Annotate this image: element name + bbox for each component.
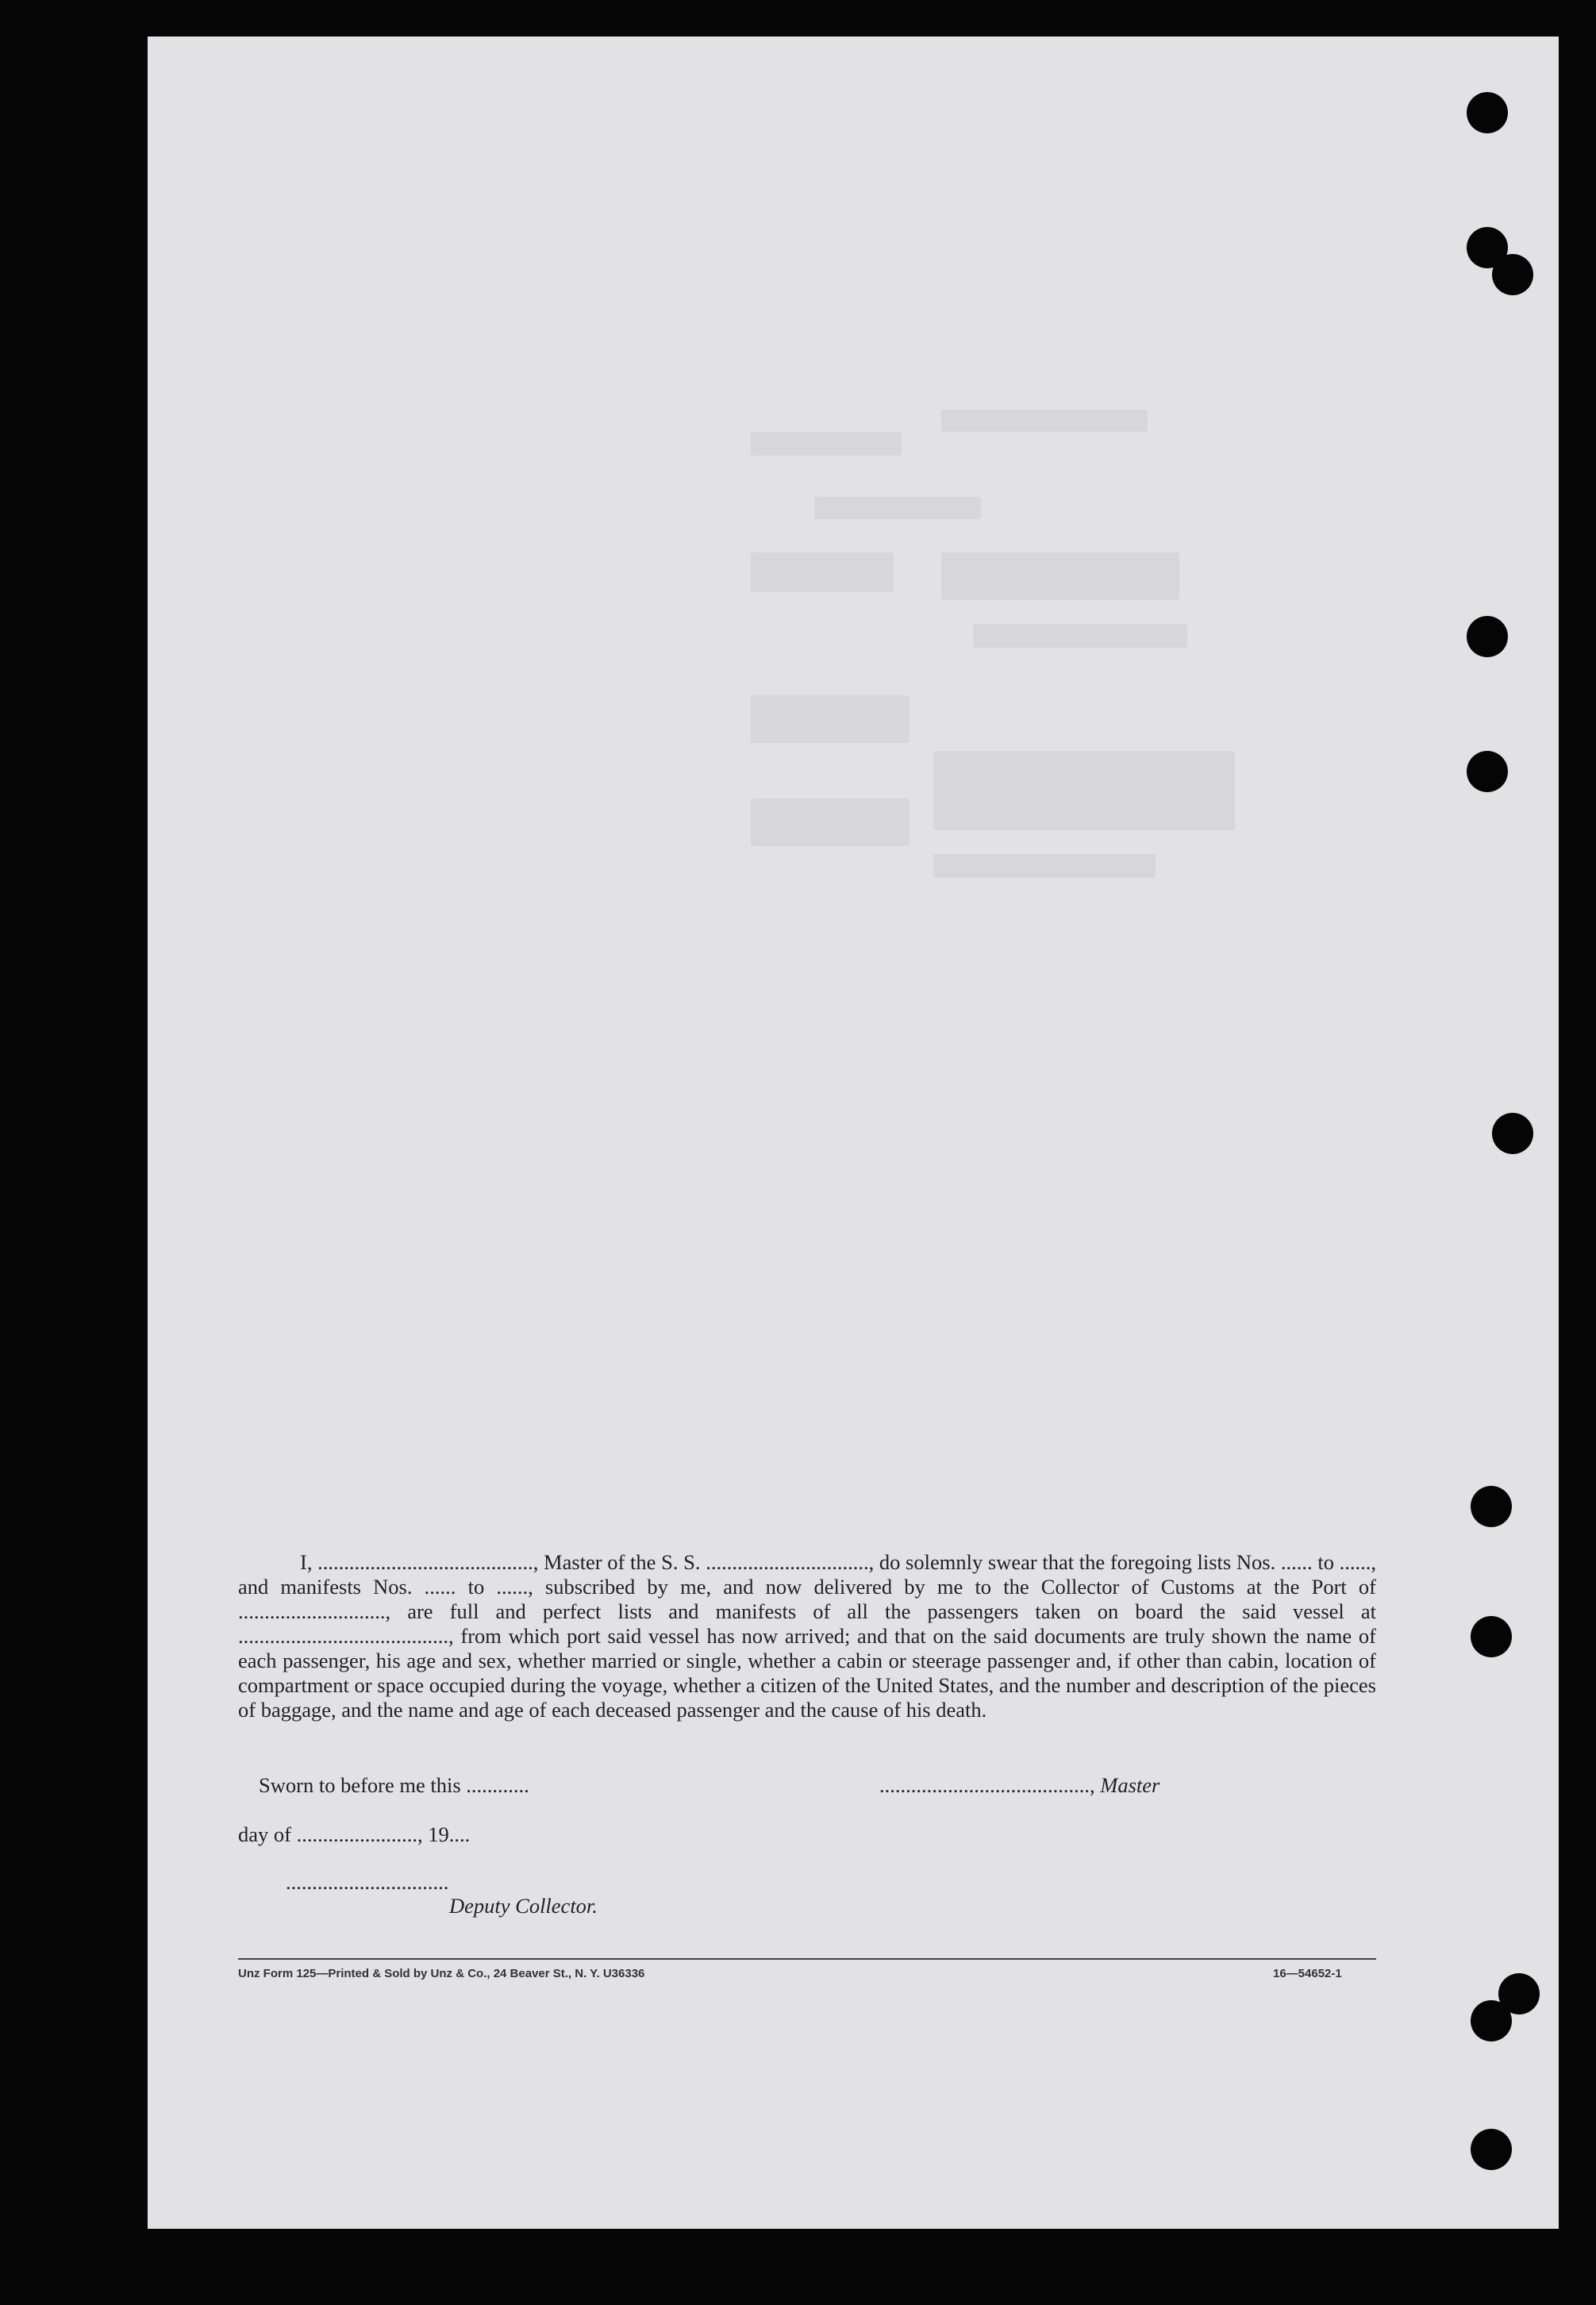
collector-dots: ............................... — [286, 1870, 449, 1894]
binder-hole — [1492, 254, 1533, 295]
footer-imprint: Unz Form 125—Printed & Sold by Unz & Co., 24 Beaver St., N. Y. U36336 — [238, 1967, 645, 1980]
oath-paragraph — [238, 1550, 1376, 1722]
binder-hole — [1467, 616, 1508, 657]
binder-hole — [1467, 751, 1508, 792]
bleed-through-mark — [941, 410, 1148, 432]
bleed-through-mark — [941, 552, 1179, 600]
bleed-through-mark — [751, 798, 910, 846]
deputy-collector-label — [449, 1894, 598, 1918]
footer-divider — [238, 1958, 1376, 1960]
collector-dots-line — [286, 1870, 448, 1895]
sworn-label: Sworn to before me this ............ — [259, 1773, 529, 1797]
day-line — [238, 1822, 470, 1847]
oath-text: I, ........................................., Master of the S. S. ..............................., do solemnly swear that the foregoing lists Nos. ...... to ......, and manifests Nos. ...... to ......, subscribed by me, and now delivered by me to the Collector of Customs at the Port of ............................, are full and perfect lists and manifests of all the passengers taken on board the said vessel at ........................................, from which port said vessel has now arrived; and that on the said documents are truly shown the name of each passenger, his age and sex, whether married or single, whether a cabin or steerage passenger and, if other than cabin, location of compartment or space occupied during the voyage, whether a citizen of the United States, and the number and description of the pieces of baggage, and the name and age of each deceased passenger and the cause of his death. — [238, 1550, 1376, 1722]
collector-label: Deputy Collector. — [449, 1894, 598, 1918]
bleed-through-mark — [933, 854, 1156, 878]
binder-hole — [1492, 1113, 1533, 1154]
binder-hole — [1471, 1616, 1512, 1657]
master-label: Master — [1100, 1773, 1160, 1797]
bleed-through-mark — [933, 751, 1235, 830]
binder-hole — [1471, 2129, 1512, 2170]
binder-hole — [1467, 92, 1508, 133]
sworn-line — [259, 1773, 529, 1798]
binder-hole — [1471, 1486, 1512, 1527]
master-dots: ........................................, — [879, 1773, 1095, 1797]
footer-form-number: 16—54652-1 — [1273, 1967, 1342, 1980]
bleed-through-mark — [751, 432, 902, 456]
bleed-through-mark — [973, 624, 1187, 648]
binder-hole — [1471, 2000, 1512, 2041]
document-page — [148, 37, 1559, 2229]
day-label: day of ......................., 19.... — [238, 1822, 471, 1846]
bleed-through-mark — [751, 695, 910, 743]
bleed-through-mark — [814, 497, 981, 519]
master-signature-line — [879, 1773, 1160, 1798]
bleed-through-mark — [751, 552, 894, 592]
